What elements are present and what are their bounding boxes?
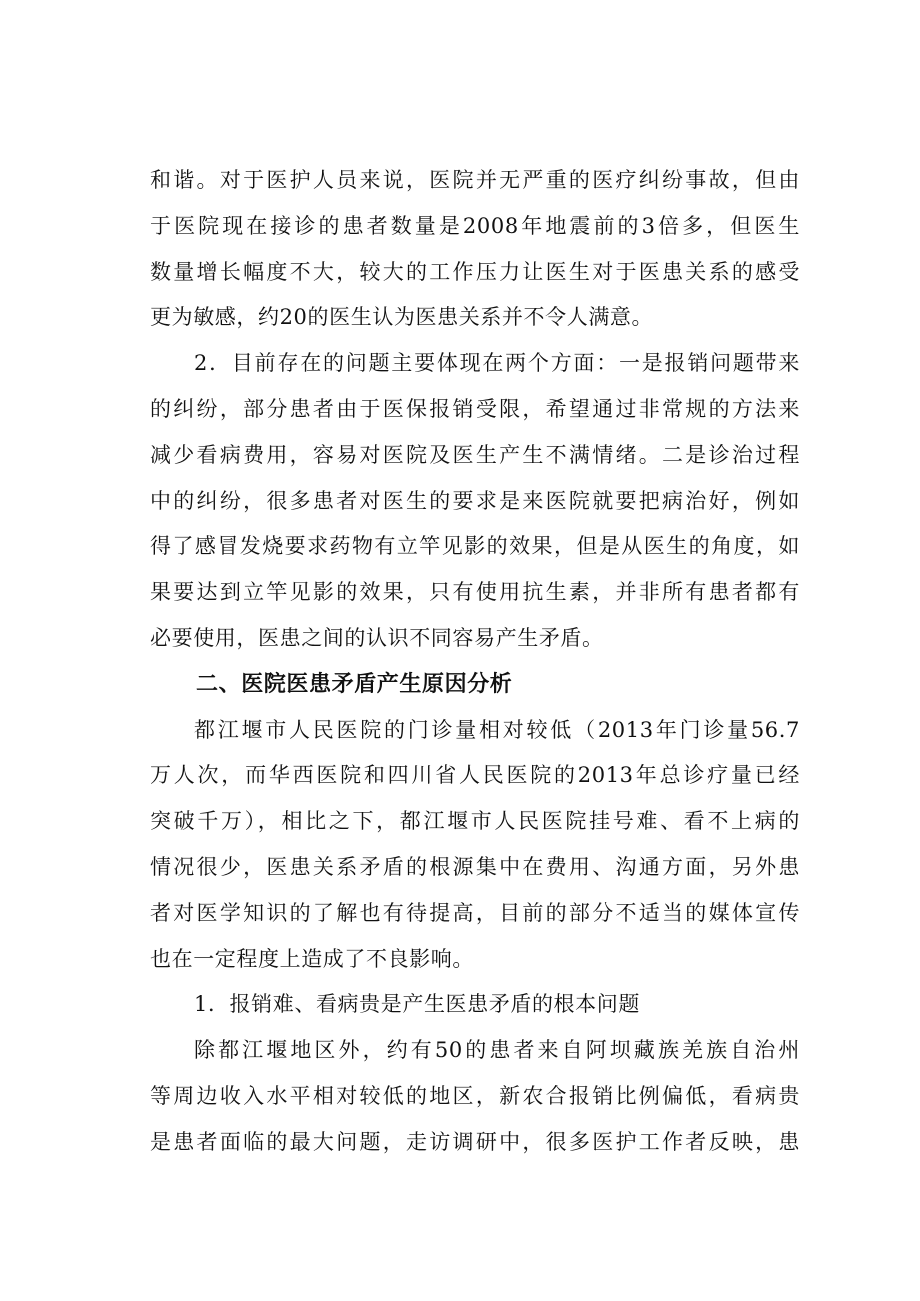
text-line: 2．目前存在的问题主要体现在两个方面：一是报销问题带来 (194, 351, 800, 376)
text-line: 减少看病费用，容易对医院及医生产生不满情绪。二是诊治过程 (150, 442, 800, 467)
text-line: 得了感冒发烧要求药物有立竿见影的效果，但是从医生的角度，如 (150, 534, 800, 559)
text-line: 数量增长幅度不大，较大的工作压力让医生对于医患关系的感受 (150, 259, 800, 284)
text-line: 于医院现在接诊的患者数量是2008年地震前的3倍多，但医生 (150, 213, 800, 238)
document-body (150, 158, 800, 1166)
text-line: 突破千万），相比之下，都江堰市人民医院挂号难、看不上病的 (150, 809, 800, 834)
subsection-heading: 1．报销难、看病贵是产生医患矛盾的根本问题 (194, 992, 640, 1017)
text-line: 和谐。对于医护人员来说，医院并无严重的医疗纠纷事故，但由 (150, 168, 800, 192)
text-line: 的纠纷，部分患者由于医保报销受限，希望通过非常规的方法来 (150, 396, 800, 421)
text-line: 果要达到立竿见影的效果，只有使用抗生素，并非所有患者都有 (150, 580, 800, 605)
text-line: 万人次，而华西医院和四川省人民医院的2013年总诊疗量已经 (150, 763, 800, 788)
text-line: 更为敏感，约20的医生认为医患关系并不令人满意。 (150, 305, 654, 330)
text-line: 都江堰市人民医院的门诊量相对较低（2013年门诊量56.7 (194, 717, 800, 742)
paragraph (150, 158, 800, 341)
text-line: 必要使用，医患之间的认识不同容易产生矛盾。 (150, 625, 604, 650)
text-line: 也在一定程度上造成了不良影响。 (150, 946, 474, 971)
text-line: 者对医学知识的了解也有待提高，目前的部分不适当的媒体宣传 (150, 900, 800, 925)
text-line: 情况很少，医患关系矛盾的根源集中在费用、沟通方面，另外患 (150, 854, 800, 879)
section-heading: 二、医院医患矛盾产生原因分析 (196, 671, 513, 697)
paragraph (150, 708, 800, 983)
text-line: 除都江堰地区外，约有50的患者来自阿坝藏族羌族自治州 (194, 1038, 800, 1063)
text-line: 中的纠纷，很多患者对医生的要求是来医院就要把病治好，例如 (150, 488, 800, 513)
text-line: 等周边收入水平相对较低的地区，新农合报销比例偏低，看病贵 (150, 1083, 800, 1108)
paragraph (150, 341, 800, 662)
text-line: 是患者面临的最大问题，走访调研中，很多医护工作者反映，患 (150, 1129, 800, 1154)
paragraph (150, 1028, 800, 1165)
